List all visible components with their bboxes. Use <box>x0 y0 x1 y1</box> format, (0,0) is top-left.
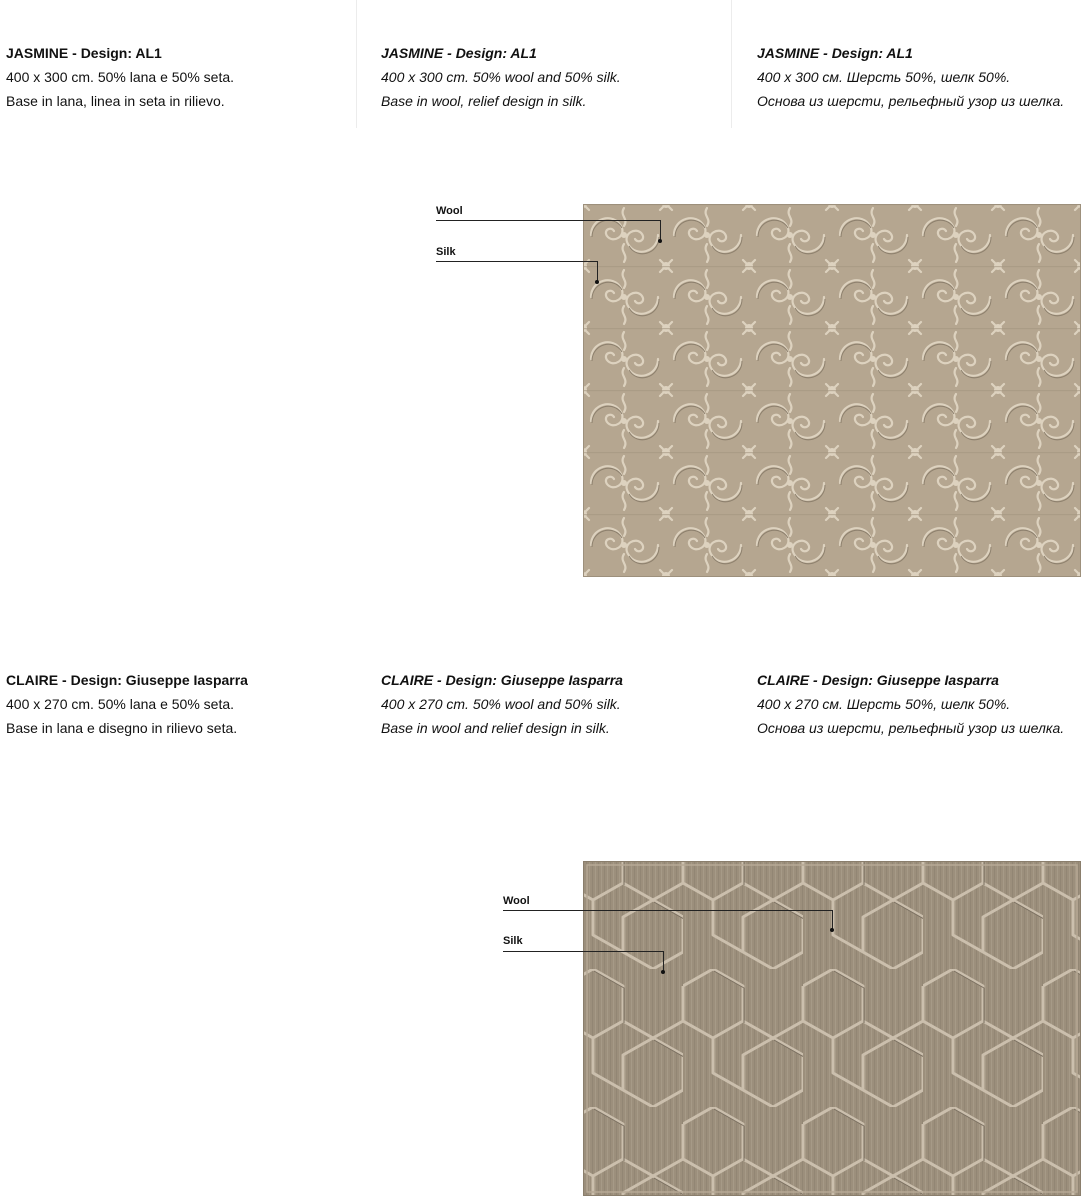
column-divider <box>731 0 732 128</box>
product-dimensions: 400 x 270 см. Шерсть 50%, шелк 50%. <box>757 696 1011 712</box>
product-dimensions: 400 x 300 см. Шерсть 50%, шелк 50%. <box>757 69 1011 85</box>
product-dimensions: 400 x 300 cm. 50% lana e 50% seta. <box>6 69 235 85</box>
claire-description-english <box>381 668 721 740</box>
silk-callout-label: Silk <box>436 246 456 258</box>
product-dimensions: 400 x 300 cm. 50% wool and 50% silk. <box>381 69 621 85</box>
silk-callout-label: Silk <box>503 935 523 947</box>
silk-callout-line <box>503 951 664 952</box>
product-material: Base in lana e disegno in rilievo seta. <box>6 720 238 736</box>
claire-description-russian <box>757 668 1089 740</box>
product-dimensions: 400 x 270 cm. 50% wool and 50% silk. <box>381 696 621 712</box>
silk-callout-drop <box>663 951 664 972</box>
silk-callout-dot <box>661 970 665 974</box>
silk-callout-drop <box>597 261 598 282</box>
claire-description-italian <box>6 668 346 740</box>
product-title: CLAIRE - Design: Giuseppe Iasparra <box>381 672 623 688</box>
wool-callout-label: Wool <box>503 895 530 907</box>
wool-callout-drop <box>660 220 661 241</box>
jasmine-description-english <box>381 41 721 113</box>
silk-callout-line <box>436 261 598 262</box>
wool-callout-line <box>503 910 833 911</box>
silk-callout-dot <box>595 280 599 284</box>
product-material: Основа из шерсти, рельефный узор из шелка. <box>757 720 1065 736</box>
column-divider <box>356 0 357 128</box>
jasmine-description-italian <box>6 41 346 113</box>
product-material: Base in lana, linea in seta in rilievo. <box>6 93 225 109</box>
product-title: JASMINE - Design: AL1 <box>757 45 913 61</box>
wool-callout-line <box>436 220 661 221</box>
jasmine-description-russian <box>757 41 1089 113</box>
product-material: Base in wool, relief design in silk. <box>381 93 587 109</box>
product-material: Base in wool and relief design in silk. <box>381 720 610 736</box>
product-dimensions: 400 x 270 cm. 50% lana e 50% seta. <box>6 696 235 712</box>
wool-callout-dot <box>658 239 662 243</box>
wool-callout-dot <box>830 928 834 932</box>
wool-callout-drop <box>832 910 833 930</box>
jasmine-rug-image <box>583 204 1081 577</box>
wool-callout-label: Wool <box>436 205 463 217</box>
product-title: JASMINE - Design: AL1 <box>6 45 162 61</box>
product-material: Основа из шерсти, рельефный узор из шелка. <box>757 93 1065 109</box>
product-title: CLAIRE - Design: Giuseppe Iasparra <box>757 672 999 688</box>
product-title: JASMINE - Design: AL1 <box>381 45 537 61</box>
product-title: CLAIRE - Design: Giuseppe Iasparra <box>6 672 248 688</box>
